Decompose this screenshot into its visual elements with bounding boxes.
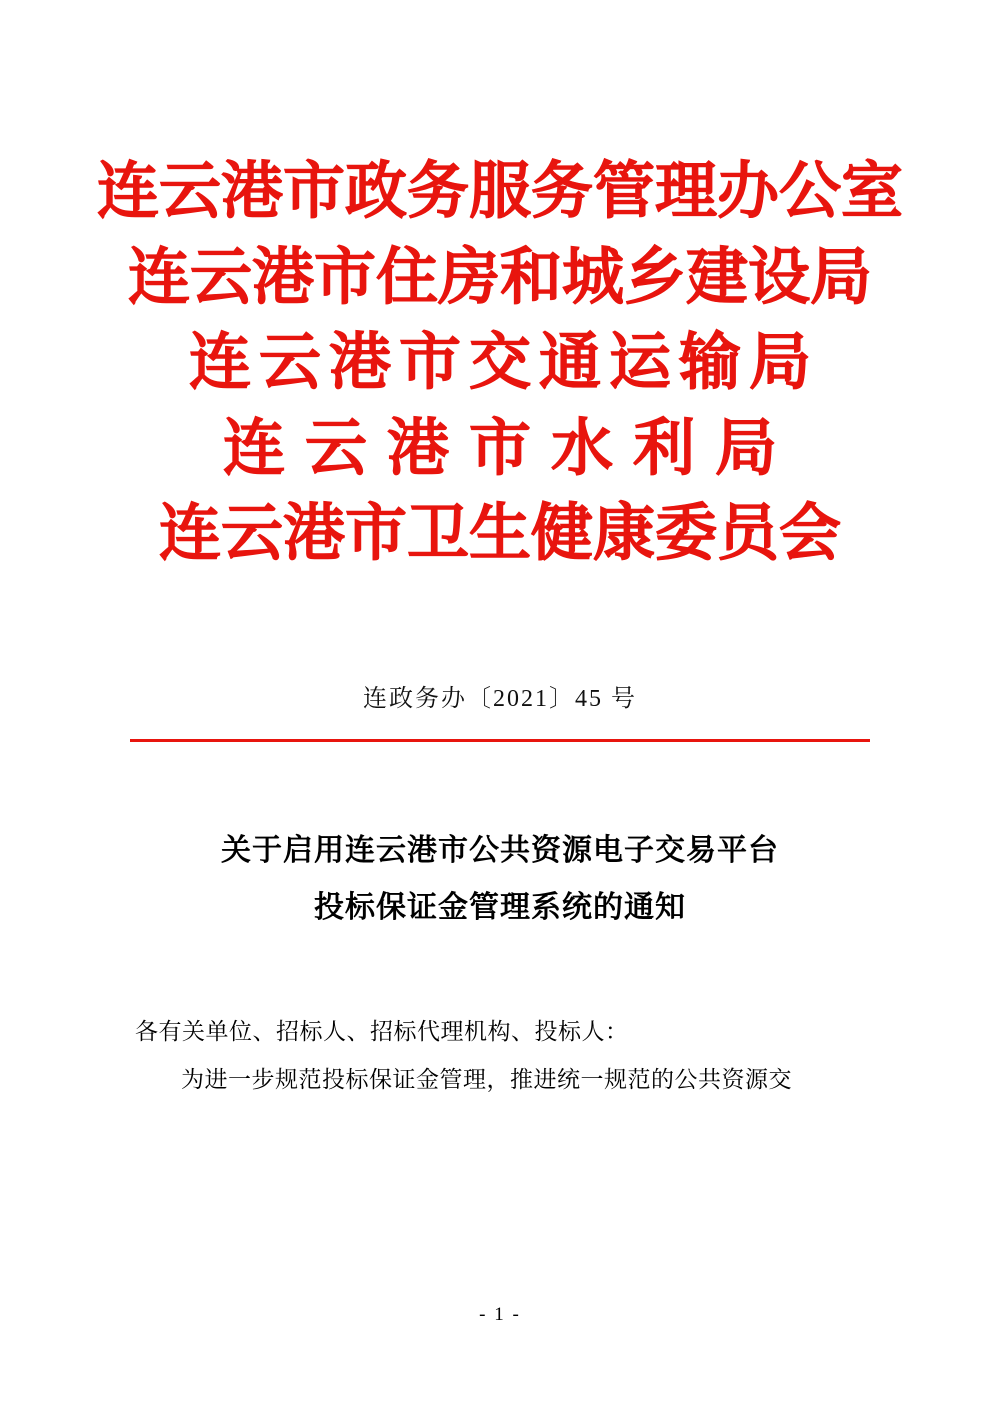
- letterhead-line-5: 连云港市卫生健康委员会: [158, 500, 841, 569]
- letterhead-line-1: 连云港市政务服务管理办公室: [96, 158, 903, 226]
- letterhead-line-3: 连云港市交通运输局: [188, 329, 819, 398]
- salutation: 各有关单位、招标人、招标代理机构、投标人：: [135, 1018, 629, 1044]
- document-number: 连政务办〔2021〕45 号: [363, 685, 637, 712]
- letterhead: [0, 0, 1000, 578]
- letterhead-line-4: 连云港市水利局: [222, 414, 797, 483]
- title-line-2: 投标保证金管理系统的通知: [314, 890, 686, 924]
- letterhead-line-2: 连云港市住房和城乡建设局: [127, 243, 872, 312]
- page-title: [0, 822, 1000, 936]
- page-number: - 1 -: [479, 1304, 521, 1325]
- body-paragraph-1: 为进一步规范投标保证金管理，推进统一规范的公共资源交: [181, 1067, 792, 1093]
- red-divider-rule: [130, 739, 870, 742]
- document-body: [0, 1008, 1000, 1105]
- title-line-1: 关于启用连云港市公共资源电子交易平台: [221, 833, 779, 867]
